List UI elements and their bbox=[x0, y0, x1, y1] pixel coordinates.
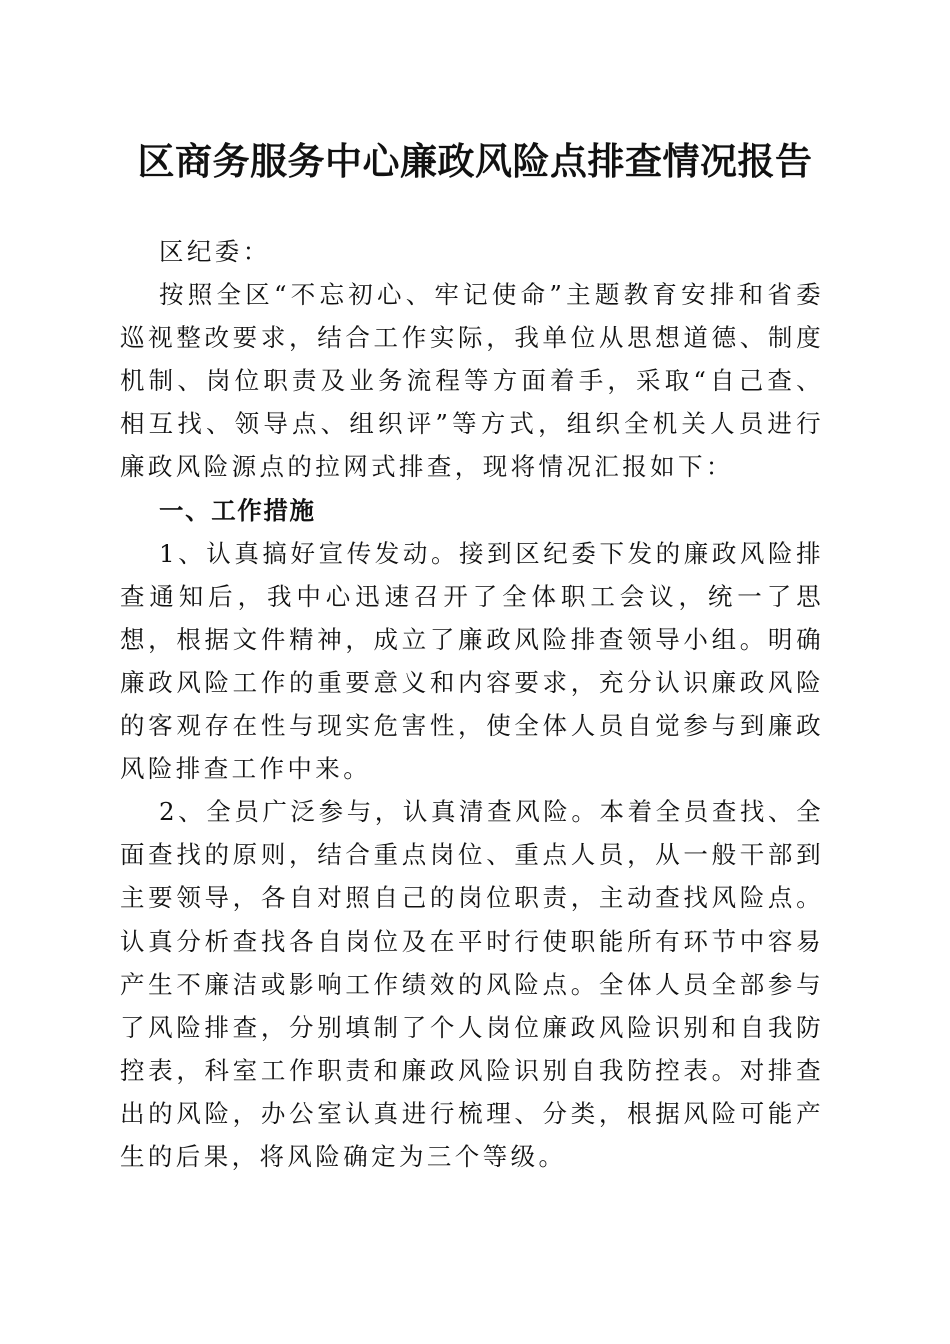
document-title: 区商务服务中心廉政风险点排查情况报告 bbox=[137, 139, 813, 183]
document-body bbox=[120, 230, 824, 1178]
intro-paragraph: 按照全区“不忘初心、牢记使命”主题教育安排和省委巡视整改要求，结合工作实际，我单位从思想道德、制度机制、岗位职责及业务流程等方面着手，采取“自己查、相互找、领导点、组织评”等方式，组织全机关人员进行廉政风险源点的拉网式排查，现将情况汇报如下： bbox=[120, 280, 824, 482]
item-paragraph-1: 1、认真搞好宣传发动。接到区纪委下发的廉政风险排查通知后，我中心迅速召开了全体职工会议，统一了思想，根据文件精神，成立了廉政风险排查领导小组。明确廉政风险工作的重要意义和内容要求，充分认识廉政风险的客观存在性与现实危害性，使全体人员自觉参与到廉政风险排查工作中来。 bbox=[120, 538, 824, 784]
item-paragraph-2: 2、全员广泛参与，认真清查风险。本着全员查找、全面查找的原则，结合重点岗位、重点人员，从一般干部到主要领导，各自对照自己的岗位职责，主动查找风险点。认真分析查找各自岗位及在平时行使职能所有环节中容易产生不廉洁或影响工作绩效的风险点。全体人员全部参与了风险排查，分别填制了个人岗位廉政风险识别和自我防控表，科室工作职责和廉政风险识别自我防控表。对排查出的风险，办公室认真进行梳理、分类，根据风险可能产生的后果，将风险确定为三个等级。 bbox=[120, 797, 824, 1171]
salutation: 区纪委： bbox=[159, 237, 271, 266]
section-heading-work-measures: 一、工作措施 bbox=[159, 495, 316, 525]
